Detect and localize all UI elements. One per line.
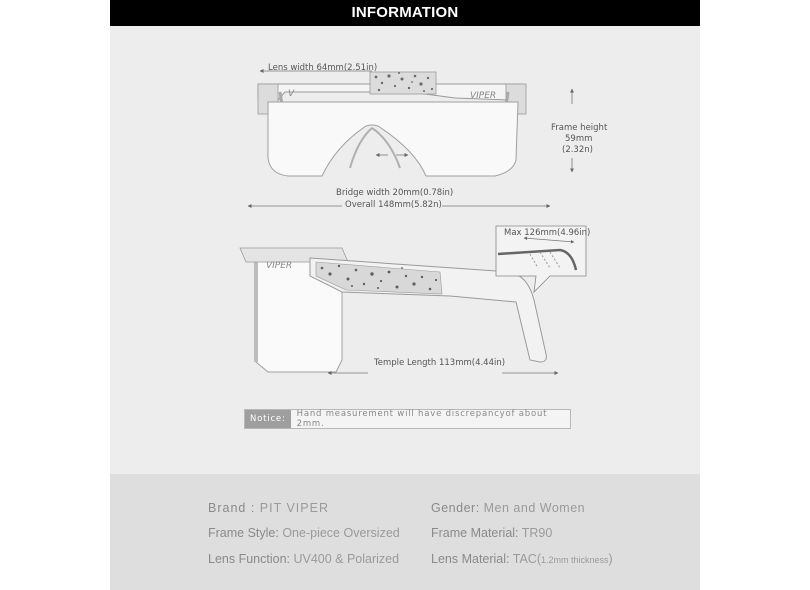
spec-frame-style-key: Frame Style: (208, 526, 283, 540)
temple-length-label: Temple Length 113mm(4.44in) (374, 358, 506, 368)
spec-lens-material-key: Lens Material: (431, 552, 513, 566)
frame-height-in: (2.32n) (562, 145, 593, 155)
spec-frame-style-value: One-piece Oversized (282, 526, 400, 540)
max-label: Max 126mm(4.96in) (504, 228, 591, 238)
notice-bar (244, 409, 571, 429)
spec-frame-style (208, 526, 400, 540)
spec-lens-material (431, 552, 613, 566)
front-view-glasses (258, 72, 526, 176)
spec-brand (208, 501, 329, 515)
glasses-diagram (110, 0, 700, 474)
spec-frame-material (431, 526, 552, 540)
spec-brand-value: PIT VIPER (259, 501, 329, 515)
spec-lens-function (208, 552, 399, 566)
overall-label: Overall 148mm(5.82n) (345, 200, 442, 210)
bridge-width-label: Bridge width 20mm(0.78in) (336, 188, 454, 198)
info-header: INFORMATION (110, 0, 700, 26)
spec-lens-function-key: Lens Function: (208, 552, 294, 566)
spec-lens-material-value: TAC( (512, 552, 542, 566)
spec-brand-key: Brand : (208, 501, 260, 515)
spec-gender-value: Men and Women (483, 501, 586, 515)
spec-lens-thickness: 1.2mm thickness (541, 555, 609, 565)
notice-label: Notice: (245, 410, 291, 428)
product-info-panel (110, 0, 700, 590)
spec-gender-key: Gender: (431, 501, 484, 515)
specs-section (110, 474, 700, 590)
spec-lens-function-value: UV400 & Polarized (293, 552, 400, 566)
spec-frame-material-value: TR90 (521, 526, 553, 540)
viper-logo-right: VIPER (470, 91, 497, 101)
lens-width-label: Lens width 64mm(2.51in) (268, 63, 378, 73)
notice-text: Hand measurement will have discrepancyof about 2mm. (296, 409, 548, 429)
spec-gender (431, 501, 585, 515)
frame-height-label: Frame height (551, 123, 608, 133)
viper-logo-left: V (288, 89, 295, 99)
spec-frame-material-key: Frame Material: (431, 526, 522, 540)
frame-height-mm: 59mm (565, 134, 593, 144)
viper-logo-side: VIPER (266, 261, 293, 271)
spec-lens-material-end: ) (608, 552, 613, 566)
